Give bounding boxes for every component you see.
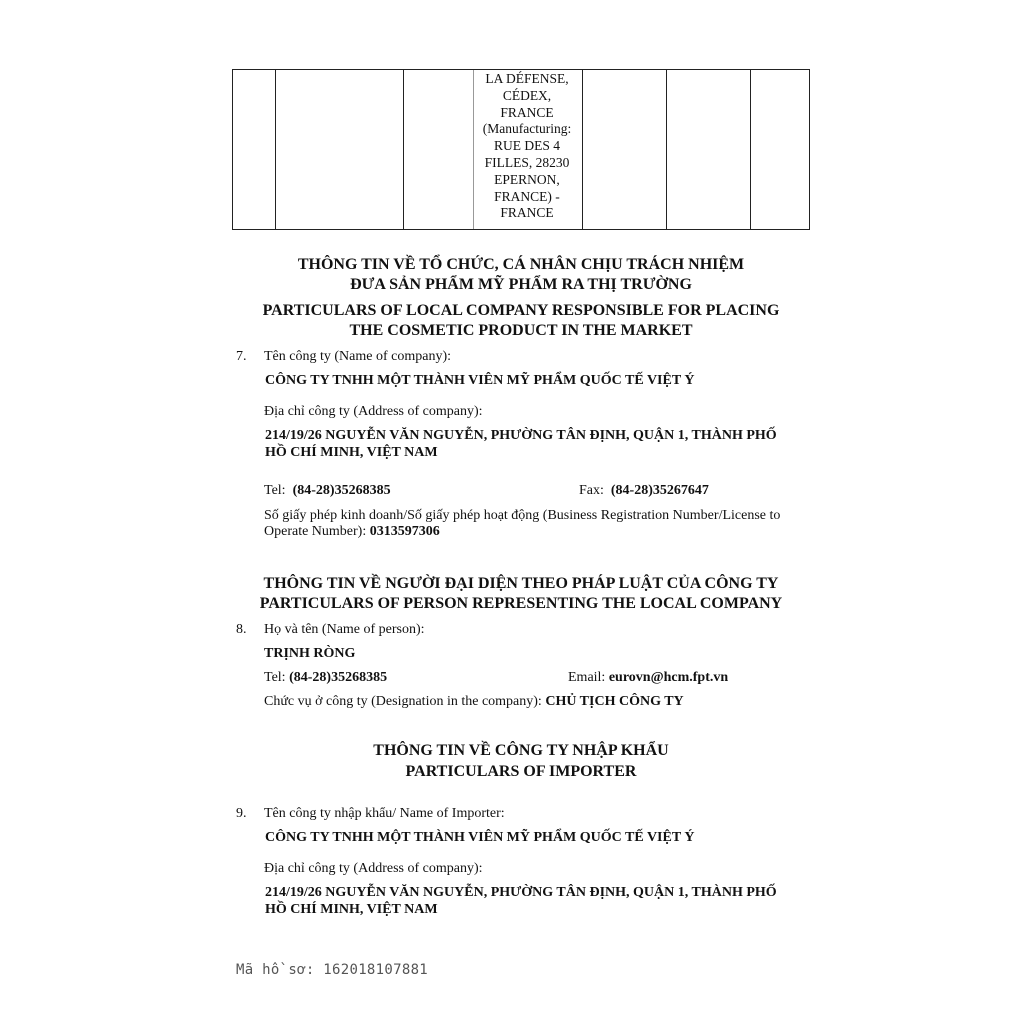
table-divider <box>666 70 667 229</box>
tel-label: Tel: <box>264 483 286 498</box>
address-line: FRANCE <box>500 205 554 221</box>
company-address-label: Địa chỉ công ty (Address of company): <box>264 404 483 419</box>
company-name-label: Tên công ty (Name of company): <box>264 349 451 364</box>
item-number: 9. <box>236 806 247 821</box>
local-company-heading-vi-2: ĐƯA SẢN PHẨM MỸ PHẨM RA THỊ TRƯỜNG <box>350 276 692 293</box>
fax-label: Fax: <box>579 483 604 498</box>
address-line: (Manufacturing: <box>482 121 572 137</box>
representative-heading-vi: THÔNG TIN VỀ NGƯỜI ĐẠI DIỆN THEO PHÁP LUẬT CỦA CÔNG TY <box>263 575 779 592</box>
importer-address-label: Địa chỉ công ty (Address of company): <box>264 861 483 876</box>
local-company-heading-en-1: PARTICULARS OF LOCAL COMPANY RESPONSIBLE FOR PLACING <box>262 302 780 319</box>
importer-name-value: CÔNG TY TNHH MỘT THÀNH VIÊN MỸ PHẨM QUỐC TẾ VIỆT Ý <box>265 830 695 845</box>
address-line: CÉDEX, <box>502 87 552 103</box>
email-value: eurovn@hcm.fpt.vn <box>608 670 729 685</box>
representative-heading-en: PARTICULARS OF PERSON REPRESENTING THE LOCAL COMPANY <box>259 595 783 612</box>
tel-value: (84-28)35268385 <box>292 483 391 498</box>
person-name-label: Họ và tên (Name of person): <box>264 622 425 637</box>
company-name-value: CÔNG TY TNHH MỘT THÀNH VIÊN MỸ PHẨM QUỐC TẾ VIỆT Ý <box>265 373 695 388</box>
license-label-line-2: Operate Number): <box>264 524 367 539</box>
item-number: 8. <box>236 622 247 637</box>
address-line: FILLES, 28230 <box>484 154 570 170</box>
importer-name-label: Tên công ty nhập khẩu/ Name of Importer: <box>264 806 505 821</box>
fax-field <box>579 482 709 499</box>
table-divider <box>582 70 583 229</box>
company-address-line-1: 214/19/26 NGUYỄN VĂN NGUYỄN, PHƯỜNG TÂN ĐỊNH, QUẬN 1, THÀNH PHỐ <box>265 428 777 443</box>
email-field <box>568 669 728 686</box>
importer-heading-en: PARTICULARS OF IMPORTER <box>405 763 637 780</box>
item-number: 7. <box>236 349 247 364</box>
license-value: 0313597306 <box>369 524 440 539</box>
address-line: EPERNON, <box>494 171 560 187</box>
manufacturer-address-cell <box>473 70 581 222</box>
person-name-value: TRỊNH RÒNG <box>264 646 356 661</box>
tel-field <box>264 482 391 499</box>
table-divider <box>275 70 276 229</box>
license-label-line-1: Số giấy phép kinh doanh/Số giấy phép hoạt động (Business Registration Number/License to <box>264 508 781 523</box>
tel-value: (84-28)35268385 <box>289 670 388 685</box>
address-line: RUE DES 4 <box>493 138 560 154</box>
person-tel-field <box>264 669 387 686</box>
email-label: Email: <box>568 670 606 685</box>
table-divider <box>403 70 404 229</box>
importer-address-line-2: HỒ CHÍ MINH, VIỆT NAM <box>265 902 438 917</box>
local-company-heading-en-2: THE COSMETIC PRODUCT IN THE MARKET <box>349 322 693 339</box>
designation-value: CHỦ TỊCH CÔNG TY <box>545 694 684 709</box>
fax-value: (84-28)35267647 <box>610 483 709 498</box>
table-divider <box>750 70 751 229</box>
address-line: FRANCE <box>500 104 554 120</box>
record-code: Mã hồ sơ: 162018107881 <box>236 962 429 978</box>
license-field <box>264 523 440 540</box>
address-line: LA DÉFENSE, <box>485 71 569 86</box>
company-address-line-2: HỒ CHÍ MINH, VIỆT NAM <box>265 445 438 460</box>
tel-label: Tel: <box>264 670 286 685</box>
product-table <box>232 69 810 230</box>
local-company-heading-vi-1: THÔNG TIN VỀ TỔ CHỨC, CÁ NHÂN CHỊU TRÁCH NHIỆM <box>297 256 745 273</box>
address-line: FRANCE) - <box>494 188 560 204</box>
importer-address-line-1: 214/19/26 NGUYỄN VĂN NGUYỄN, PHƯỜNG TÂN ĐỊNH, QUẬN 1, THÀNH PHỐ <box>265 885 777 900</box>
designation-label: Chức vụ ở công ty (Designation in the company): <box>264 694 542 709</box>
importer-heading-vi: THÔNG TIN VỀ CÔNG TY NHẬP KHẨU <box>373 742 669 759</box>
designation-field <box>264 693 684 710</box>
